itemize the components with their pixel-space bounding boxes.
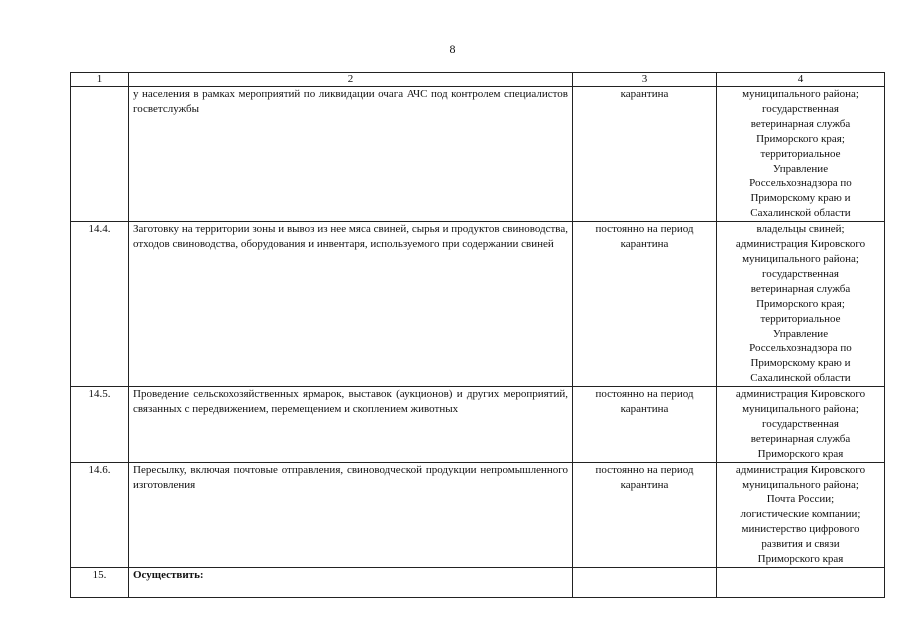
responsible-line: Россельхознадзора по xyxy=(749,177,852,190)
responsible-line: министерство цифрового xyxy=(741,523,860,536)
term-cell xyxy=(573,462,717,567)
responsible-line: Почта России; xyxy=(766,493,835,506)
responsible-line: ветеринарная служба xyxy=(750,117,851,130)
responsible-line: Приморского края; xyxy=(756,297,845,310)
responsible-line: администрация Кировского xyxy=(735,463,866,476)
responsible-line: Управление xyxy=(772,327,829,340)
measure-text: Проведение сельскохозяйственных ярмарок, выставок (аукционов) и других мероприятий, связанных с передвижением, перемещением и скоплением животных xyxy=(129,387,573,463)
responsible-cell xyxy=(717,87,885,222)
responsible-cell xyxy=(717,568,885,598)
item-number: 15. xyxy=(71,568,129,598)
item-number xyxy=(71,87,129,222)
item-number: 14.6. xyxy=(71,462,129,567)
term-cell xyxy=(573,387,717,463)
responsible-cell xyxy=(717,387,885,463)
table-row xyxy=(71,568,885,598)
responsible-line: Приморского края xyxy=(757,553,844,566)
responsible-line: Россельхознадзора по xyxy=(749,342,852,355)
responsible-line: Приморскому краю и xyxy=(750,357,851,370)
table-row xyxy=(71,462,885,567)
responsible-line: государственная xyxy=(762,417,839,430)
responsible-line: Сахалинской области xyxy=(750,372,851,385)
column-header-1: 1 xyxy=(71,73,129,87)
term-cell xyxy=(573,87,717,222)
term-cell xyxy=(573,222,717,387)
term-line: карантина xyxy=(620,238,669,251)
responsible-line: Приморского края xyxy=(757,447,844,460)
responsible-line: Сахалинской области xyxy=(750,207,851,220)
responsible-line: муниципального района; xyxy=(742,252,859,265)
term-line: карантина xyxy=(620,478,669,491)
measure-text: Заготовку на территории зоны и вывоз из нее мяса свиней, сырья и продуктов свиноводства, отходов свиноводства, оборудования и инвентаря, используемого при содержании свиней xyxy=(129,222,573,387)
term-line: постоянно на период xyxy=(595,463,694,476)
column-header-4: 4 xyxy=(717,73,885,87)
responsible-line: ветеринарная служба xyxy=(750,282,851,295)
item-number: 14.5. xyxy=(71,387,129,463)
term-line: карантина xyxy=(620,403,669,416)
responsible-line: ветеринарная служба xyxy=(750,432,851,445)
table-row xyxy=(71,87,885,222)
term-line: постоянно на период xyxy=(595,388,694,401)
responsible-line: государственная xyxy=(762,102,839,115)
term-cell xyxy=(573,568,717,598)
table-row xyxy=(71,222,885,387)
responsible-line: администрация Кировского xyxy=(735,388,866,401)
responsible-line: Приморского края; xyxy=(756,132,845,145)
term-line: постоянно на период xyxy=(595,223,694,236)
measure-text: Осуществить: xyxy=(129,568,573,598)
responsible-line: муниципального района; xyxy=(742,403,859,416)
responsible-cell xyxy=(717,462,885,567)
responsible-line: Приморскому краю и xyxy=(750,192,851,205)
responsible-cell xyxy=(717,222,885,387)
table-row xyxy=(71,387,885,463)
measure-text: у населения в рамках мероприятий по ликвидации очага АЧС под контролем специалистов госветслужбы xyxy=(129,87,573,222)
responsible-line: муниципального района; xyxy=(742,88,859,100)
term-line: карантина xyxy=(620,88,669,100)
measures-table xyxy=(70,72,885,598)
measure-text: Пересылку, включая почтовые отправления, свиноводческой продукции непромышленного изготовления xyxy=(129,462,573,567)
column-header-3: 3 xyxy=(573,73,717,87)
table-header-row xyxy=(71,73,885,87)
responsible-line: государственная xyxy=(762,267,839,280)
responsible-line: развития и связи xyxy=(761,538,840,551)
responsible-line: территориальное xyxy=(760,312,841,325)
responsible-line: территориальное xyxy=(760,147,841,160)
responsible-line: администрация Кировского xyxy=(735,238,866,251)
responsible-line: логистические компании; xyxy=(740,508,861,521)
column-header-2: 2 xyxy=(129,73,573,87)
responsible-line: муниципального района; xyxy=(742,478,859,491)
page-number: 8 xyxy=(449,42,456,56)
item-number: 14.4. xyxy=(71,222,129,387)
responsible-line: Управление xyxy=(772,162,829,175)
responsible-line: владельцы свиней; xyxy=(756,223,845,236)
